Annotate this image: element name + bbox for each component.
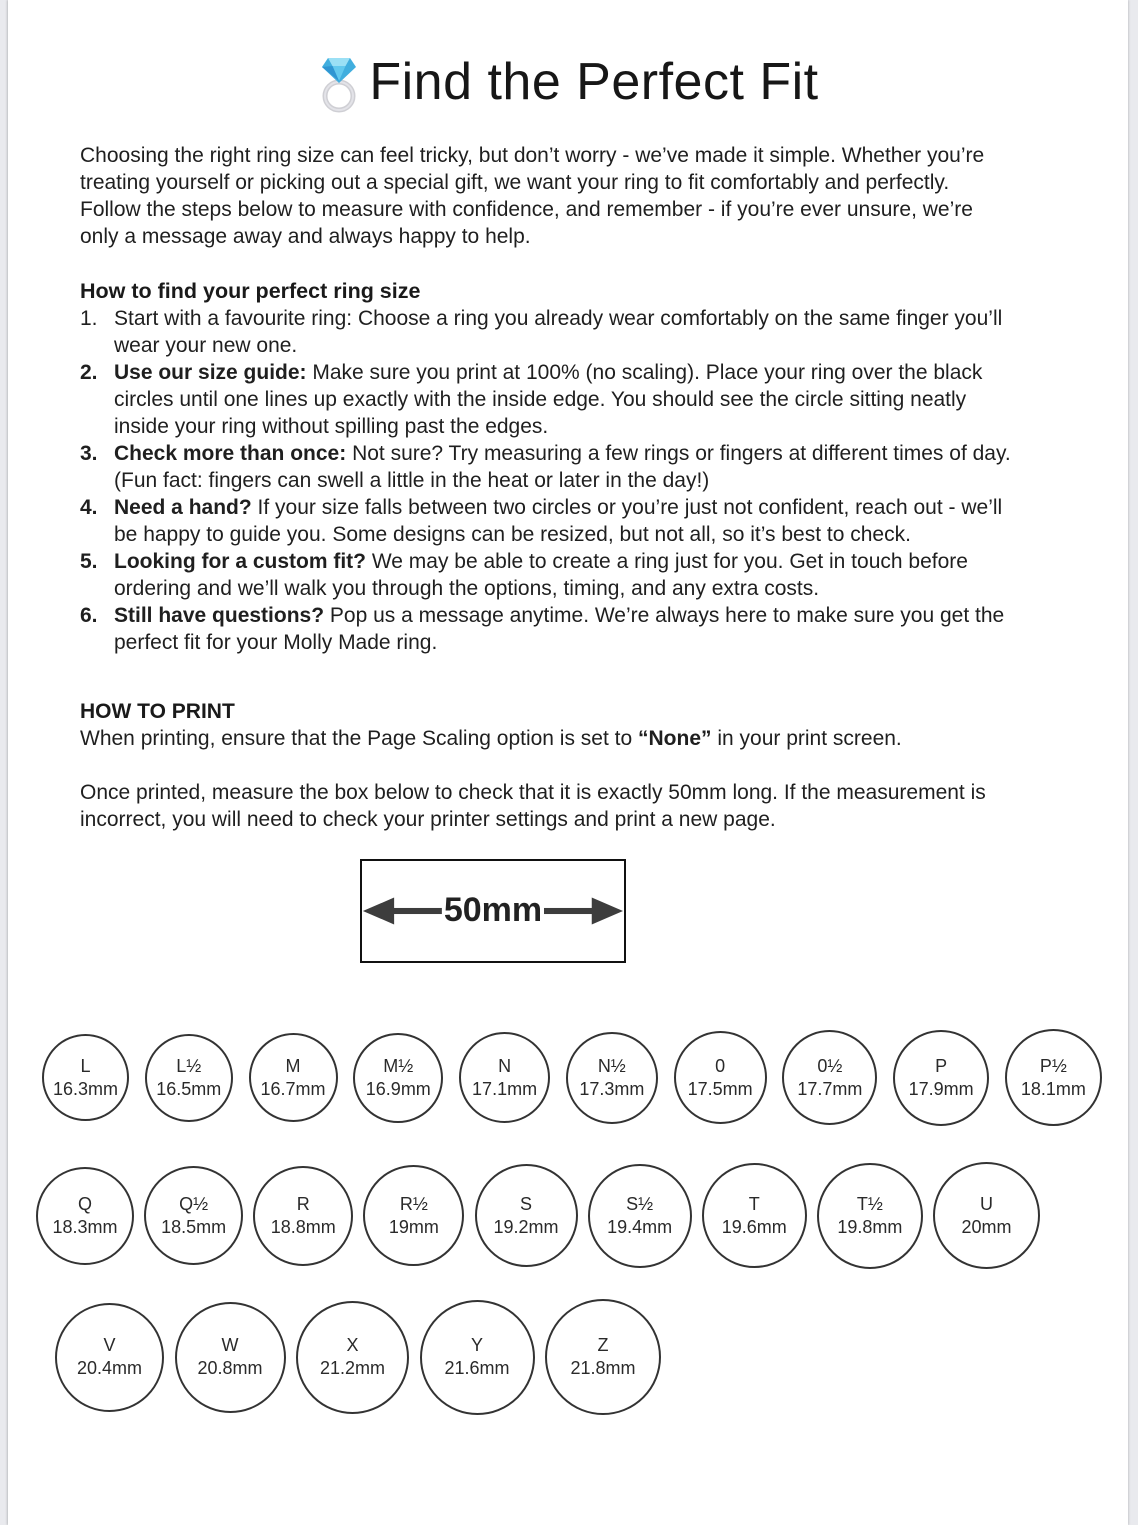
ring-size-label: S½ <box>626 1193 654 1214</box>
ring-size-row <box>36 1162 1040 1269</box>
ring-size-circle <box>253 1166 353 1266</box>
step-text: Start with a favourite ring: Choose a ring you already wear comfortably on the same finger you’ll wear your new one. <box>114 307 1003 357</box>
print-scaling-instruction <box>80 725 1015 752</box>
ring-size-label: R½ <box>399 1193 428 1214</box>
step-number: 3. <box>80 442 98 465</box>
ring-size-mm: 19.6mm <box>721 1216 787 1237</box>
ring-size-label: L <box>80 1055 91 1076</box>
ring-size-mm: 18.1mm <box>1020 1078 1086 1099</box>
ring-size-circle <box>817 1163 923 1269</box>
ring-size-circle <box>702 1163 807 1268</box>
ring-size-label: W <box>221 1335 239 1355</box>
step-number: 4. <box>80 496 98 519</box>
step-text: Still have questions? Pop us a message anytime. We’re always here to make sure you get the perfect fit for your Molly Made ring. <box>114 604 1005 654</box>
ring-size-mm: 19.2mm <box>493 1216 559 1237</box>
ring-size-label: Q½ <box>179 1193 209 1214</box>
ring-size-mm: 17.1mm <box>472 1078 538 1099</box>
ring-size-label: R <box>296 1193 310 1214</box>
ring-size-label: X <box>346 1335 359 1355</box>
ring-size-label: N½ <box>597 1055 626 1076</box>
ring-size-circle <box>545 1299 661 1415</box>
ring-size-circle <box>145 1034 233 1122</box>
page-title <box>8 50 1128 114</box>
ring-size-circle <box>36 1167 134 1265</box>
step-number: 5. <box>80 550 98 573</box>
steps-list <box>80 305 1015 656</box>
step-lead: Need a hand? <box>114 496 258 519</box>
ring-size-circle <box>42 1034 129 1121</box>
ring-size-circle <box>588 1164 692 1268</box>
ring-size-label: 0½ <box>817 1055 843 1076</box>
measure-instruction: Once printed, measure the box below to check that it is exactly 50mm long. If the measurement is incorrect, you will need to check your printer settings and print a new page. <box>80 781 986 831</box>
ring-size-label: N <box>498 1055 512 1076</box>
ring-size-mm: 19.4mm <box>607 1216 673 1237</box>
ring-size-circle <box>353 1033 443 1123</box>
ring-size-circle <box>893 1030 989 1126</box>
ring-size-label: Y <box>470 1335 483 1355</box>
right-arrow-icon <box>544 891 624 931</box>
ring-size-circle <box>933 1162 1040 1269</box>
step-text: Check more than once: Not sure? Try measuring a few rings or fingers at different times of day. (Fun fact: fingers can swell a little in the heat or later in the day!) <box>114 442 1011 492</box>
ring-size-mm: 21.8mm <box>570 1358 636 1378</box>
ring-size-mm: 17.9mm <box>908 1078 974 1099</box>
ring-size-mm: 18.8mm <box>270 1216 336 1237</box>
ring-size-mm: 21.2mm <box>319 1358 386 1378</box>
ring-size-mm: 20mm <box>961 1216 1012 1237</box>
page-title-text: Find the Perfect Fit <box>369 53 819 111</box>
step-item <box>80 602 1015 656</box>
ring-size-label: P <box>935 1055 948 1076</box>
ring-size-label: T <box>748 1193 760 1214</box>
ring-size-circle <box>55 1303 164 1412</box>
ring-size-circle <box>674 1031 767 1124</box>
step-item <box>80 305 1015 359</box>
step-number: 6. <box>80 604 98 627</box>
ring-size-circle <box>144 1166 243 1265</box>
ring-size-label: Q <box>77 1193 92 1214</box>
ring-size-label: L½ <box>176 1055 202 1076</box>
document-content <box>80 142 1015 833</box>
find-size-heading: How to find your perfect ring size <box>80 279 421 303</box>
ring-size-circle <box>420 1300 535 1415</box>
scale-box <box>360 859 626 963</box>
step-number: 1. <box>80 307 98 330</box>
ring-size-mm: 18.5mm <box>161 1216 227 1237</box>
step-item <box>80 494 1015 548</box>
step-lead: Use our size guide: <box>114 361 313 384</box>
ring-size-mm: 21.6mm <box>444 1358 510 1378</box>
ring-size-chart <box>8 1029 1128 1415</box>
ring-size-circle <box>249 1033 338 1122</box>
ring-size-mm: 17.3mm <box>579 1078 645 1099</box>
ring-size-label: M½ <box>383 1055 414 1076</box>
ring-size-mm: 17.7mm <box>797 1078 863 1099</box>
ring-size-mm: 16.7mm <box>260 1078 326 1099</box>
step-text: Looking for a custom fit? We may be able to create a ring just for you. Get in touch before ordering and we’ll walk you through the options, timing, and any extra costs. <box>114 550 968 600</box>
ring-size-label: M <box>285 1055 301 1076</box>
print-scaling-prefix: When printing, ensure that the Page Scaling option is set to <box>80 727 639 750</box>
step-lead: Still have questions? <box>114 604 330 627</box>
step-item <box>80 440 1015 494</box>
ring-size-label: S <box>519 1193 532 1214</box>
step-text: Need a hand? If your size falls between two circles or you’re just not confident, reach out - we’ll be happy to guide you. Some designs can be resized, but not all, so it’s best to check. <box>114 496 1003 546</box>
ring-size-circle <box>566 1032 658 1124</box>
ring-size-label: U <box>980 1193 993 1214</box>
ring-size-label: T½ <box>856 1193 883 1214</box>
ring-size-mm: 16.3mm <box>52 1078 119 1099</box>
ring-size-circle <box>475 1164 578 1267</box>
ring-size-circle <box>782 1030 877 1125</box>
ring-size-mm: 19mm <box>388 1216 439 1237</box>
print-scaling-suffix: in your print screen. <box>711 727 902 750</box>
step-number: 2. <box>80 361 98 384</box>
ring-size-row <box>42 1029 1102 1126</box>
intro-paragraph: Choosing the right ring size can feel tricky, but don’t worry - we’ve made it simple. Whether you’re treating yourself or picking out a special gift, we want your ring to fit comfortably and perfectly. Follow the steps below to measure with confidence, and remember - if you’re ever unsure, we’re only a message away and always happy to help. <box>80 144 985 248</box>
ring-size-label: 0 <box>715 1055 726 1076</box>
document-page <box>8 0 1128 1525</box>
ring-size-row <box>55 1299 661 1415</box>
step-lead: Looking for a custom fit? <box>114 550 372 573</box>
ring-size-label: P½ <box>1039 1055 1067 1076</box>
ring-size-mm: 20.8mm <box>197 1358 263 1378</box>
ring-size-mm: 18.3mm <box>52 1216 118 1237</box>
step-lead: Check more than once: <box>114 442 353 465</box>
ring-size-mm: 19.8mm <box>837 1216 903 1237</box>
step-item <box>80 359 1015 440</box>
ring-size-circle <box>363 1165 464 1266</box>
left-arrow-icon <box>362 891 442 931</box>
ring-size-circle <box>1005 1029 1102 1126</box>
ring-size-circle <box>296 1301 409 1414</box>
ring-size-mm: 20.4mm <box>76 1358 143 1378</box>
ring-size-circle <box>175 1302 286 1413</box>
step-item <box>80 548 1015 602</box>
ring-size-mm: 16.9mm <box>365 1078 431 1099</box>
ring-size-mm: 17.5mm <box>687 1078 753 1099</box>
ring-size-circle <box>459 1032 550 1123</box>
ring-size-label: Z <box>597 1335 609 1355</box>
print-scaling-none: “None” <box>638 727 712 750</box>
step-lead: Start with a favourite ring: <box>114 307 358 330</box>
step-text: Use our size guide: Make sure you print at 100% (no scaling). Place your ring over the black circles until one lines up exactly with the inside edge. You should see the circle sitting neatly inside your ring without spilling past the edges. <box>114 361 983 438</box>
ring-icon <box>317 52 361 116</box>
how-to-print-heading: HOW TO PRINT <box>80 700 235 723</box>
ring-size-mm: 16.5mm <box>156 1078 222 1099</box>
scale-label: 50mm <box>443 890 543 929</box>
ring-size-label: V <box>103 1335 116 1355</box>
